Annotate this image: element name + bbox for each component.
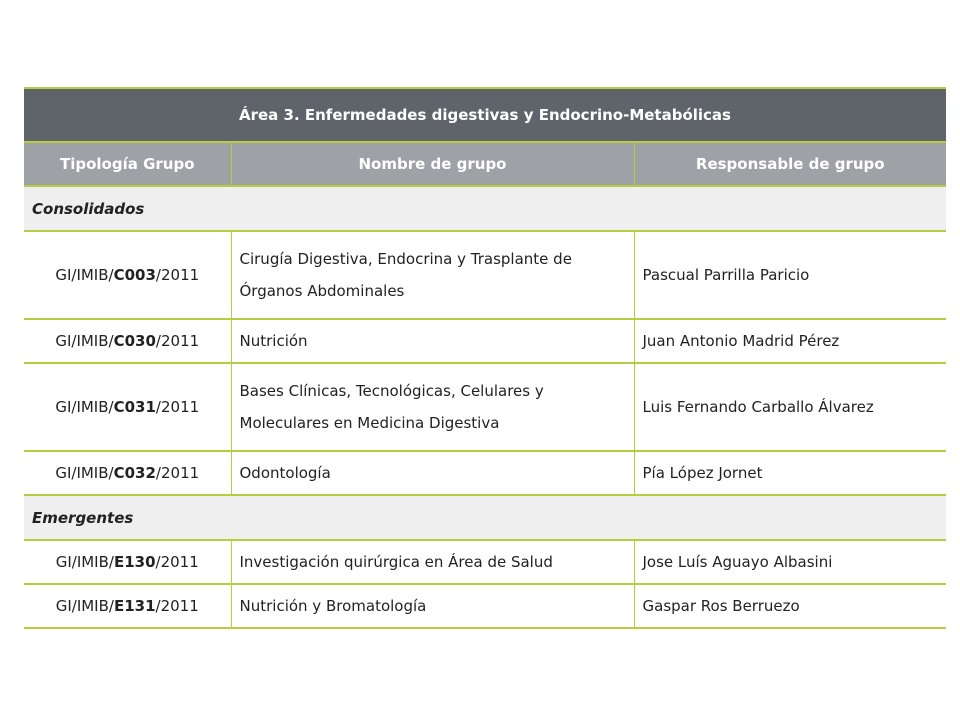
group-code: GI/IMIB/C003/2011: [24, 231, 231, 319]
section-row-consolidados: [24, 186, 946, 231]
group-code: GI/IMIB/E130/2011: [24, 540, 231, 584]
group-responsible: Gaspar Ros Berruezo: [634, 584, 946, 628]
column-header-row: [24, 142, 946, 186]
group-code: GI/IMIB/C030/2011: [24, 319, 231, 363]
groups-table: [24, 87, 946, 629]
column-header-tipologia: Tipología Grupo: [24, 142, 231, 186]
column-header-responsable: Responsable de grupo: [634, 142, 946, 186]
table-row: [24, 584, 946, 628]
group-name: Investigación quirúrgica en Área de Salud: [231, 540, 634, 584]
group-responsible: Juan Antonio Madrid Pérez: [634, 319, 946, 363]
table-row: [24, 231, 946, 319]
group-code: GI/IMIB/C031/2011: [24, 363, 231, 451]
section-label: Emergentes: [24, 495, 946, 540]
table-row: [24, 451, 946, 495]
group-code: GI/IMIB/C032/2011: [24, 451, 231, 495]
group-name: Nutrición y Bromatología: [231, 584, 634, 628]
group-code: GI/IMIB/E131/2011: [24, 584, 231, 628]
section-label: Consolidados: [24, 186, 946, 231]
table-row: [24, 363, 946, 451]
group-name: Bases Clínicas, Tecnológicas, Celulares y Moleculares en Medicina Digestiva: [231, 363, 634, 451]
group-name: Nutrición: [231, 319, 634, 363]
group-responsible: Luis Fernando Carballo Álvarez: [634, 363, 946, 451]
table-row: [24, 540, 946, 584]
group-responsible: Pascual Parrilla Paricio: [634, 231, 946, 319]
column-header-nombre: Nombre de grupo: [231, 142, 634, 186]
section-row-emergentes: [24, 495, 946, 540]
group-name: Odontología: [231, 451, 634, 495]
group-responsible: Pía López Jornet: [634, 451, 946, 495]
table-row: [24, 319, 946, 363]
group-responsible: Jose Luís Aguayo Albasini: [634, 540, 946, 584]
table-title-row: [24, 88, 946, 142]
group-name: Cirugía Digestiva, Endocrina y Trasplante de Órganos Abdominales: [231, 231, 634, 319]
table-title: Área 3. Enfermedades digestivas y Endocrino-Metabólicas: [24, 88, 946, 142]
